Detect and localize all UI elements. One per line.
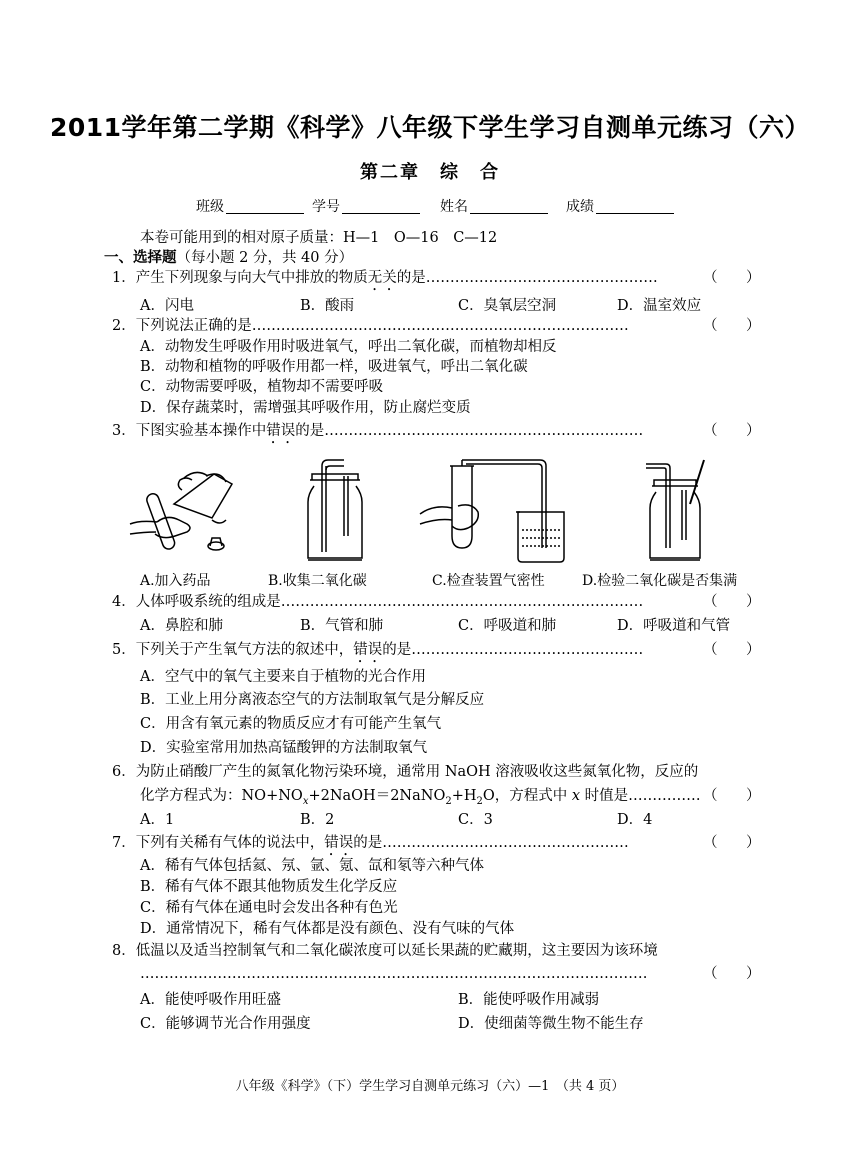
figure-c-airtightness [418,456,568,566]
q2-option-a[interactable]: A．动物发生呼吸作用时吸进氧气，呼出二氧化碳，而植物却相反 [140,339,557,355]
question-2-stem: 2．下列说法正确的是…………………………………………………………………… [112,318,629,334]
q8-option-b[interactable]: B．能使呼吸作用减弱 [458,992,600,1008]
question-4-stem: 4．人体呼吸系统的组成是………………………………………………………………… [112,594,644,610]
q6-eq-e: 时值是…………… [584,788,701,804]
figure-d-caption: D.检验二氧化碳是否集满 [582,573,738,589]
q8-answer-close: ） [746,966,761,982]
q7-answer-close: ） [746,835,761,851]
q5-emphasis: 错误 [353,642,383,658]
section-heading [104,248,353,268]
q3-answer-open[interactable]: （ [703,423,718,439]
q3-answer-close: ） [746,423,761,439]
q6-option-b[interactable]: B．2 [300,812,335,828]
page-footer: 八年级《科学》（下）学生学习自测单元练习（六）—1 （共 4 页） [235,1079,625,1094]
q5-option-b[interactable]: B．工业上用分离液态空气的方法制取氧气是分解反应 [140,692,485,708]
q6-eq-a: 化学方程式为：NO+NO [140,788,303,804]
question-3-stem [112,421,643,447]
figure-c-caption: C.检查装置气密性 [432,573,545,589]
q7-option-c[interactable]: C．稀有气体在通电时会发出各种有色光 [140,900,398,916]
score-field [566,196,674,216]
q1-answer-close: ） [746,270,761,286]
q5-answer-open[interactable]: （ [703,642,718,658]
name-blank[interactable] [470,199,548,214]
question-1-stem [112,268,658,294]
q6-answer-close: ） [746,788,761,804]
q2-answer-close: ） [746,318,761,334]
section-desc: （每小题 2 分，共 40 分） [176,250,354,266]
q6-eq-b: +2NaOH＝2NaNO [308,788,446,804]
figure-b-collect-co2 [300,456,370,566]
q2-option-b[interactable]: B．动物和植物的呼吸作用都一样，吸进氧气，呼出二氧化碳 [140,359,528,375]
q4-option-b[interactable]: B．气管和肺 [300,618,384,634]
q6-eq-sub-2b: 2 [476,795,483,807]
q1-emphasis: 无关 [367,270,397,286]
section-title: 一、选择题 [104,249,177,266]
q6-option-c[interactable]: C．3 [458,812,493,828]
q5-option-d[interactable]: D．实验室常用加热高锰酸钾的方法制取氧气 [140,740,428,756]
q6-eq-d: O，方程式中 [482,788,568,804]
name-field [440,196,548,216]
q6-eq-sub-x: x [302,795,309,807]
q7-stem-b: 的是…………………………………………… [353,835,629,851]
number-blank[interactable] [342,199,420,214]
figure-a-caption: A.加入药品 [140,573,211,589]
q6-eq-var: x [571,788,581,804]
q6-eq-c: +H [451,788,477,804]
question-8-line-1: 8．低温以及适当控制氧气和二氧化碳浓度可以延长果蔬的贮藏期，这主要因为该环境 [112,943,658,959]
figure-a-adding-reagent [122,462,252,562]
q2-option-d[interactable]: D．保存蔬菜时，需增强其呼吸作用，防止腐烂变质 [140,400,471,416]
figure-d-check-co2 [640,456,720,566]
number-label: 学号 [312,199,340,215]
class-label: 班级 [196,199,224,215]
figure-b-caption: B.收集二氧化碳 [268,573,367,589]
q6-answer-open[interactable]: （ [703,788,718,804]
q8-option-a[interactable]: A．能使呼吸作用旺盛 [140,992,281,1008]
q6-option-d[interactable]: D．4 [617,812,653,828]
q8-option-d[interactable]: D．使细菌等微生物不能生存 [458,1016,644,1032]
q5-stem-a: 5．下列关于产生氧气方法的叙述中， [112,642,354,658]
q5-stem-b: 的是………………………………………… [382,642,644,658]
question-6-line-2 [140,786,701,812]
class-field [196,196,304,216]
q8-answer-open[interactable]: （ [703,966,718,982]
number-field [312,196,420,216]
q7-answer-open[interactable]: （ [703,835,718,851]
q2-answer-open[interactable]: （ [703,318,718,334]
q5-option-a[interactable]: A．空气中的氧气主要来自于植物的光合作用 [140,669,426,685]
q3-stem-a: 3．下图实验基本操作中 [112,423,267,439]
q4-option-d[interactable]: D．呼吸道和气管 [617,618,731,634]
q2-option-c[interactable]: C．动物需要呼吸，植物却不需要呼吸 [140,379,384,395]
q7-option-a[interactable]: A．稀有气体包括氦、氖、氩、氪、氙和氡等六种气体 [140,858,484,874]
score-blank[interactable] [596,199,674,214]
q8-option-c[interactable]: C．能够调节光合作用强度 [140,1016,311,1032]
question-5-stem [112,640,643,666]
q3-emphasis: 错误 [266,423,296,439]
question-8-line-2: …………………………………………………………………………………………… [140,966,648,982]
score-label: 成绩 [566,199,594,215]
q7-emphasis: 错误 [324,835,354,851]
page-title: 2011学年第二学期《科学》八年级下学生学习自测单元练习（六） [49,113,811,142]
q5-option-c[interactable]: C．用含有氧元素的物质反应才有可能产生氧气 [140,716,442,732]
q1-stem-b: 的是………………………………………… [396,270,658,286]
q7-option-d[interactable]: D．通常情况下，稀有气体都是没有颜色、没有气味的气体 [140,921,515,937]
q3-stem-b: 的是………………………………………………………… [295,423,644,439]
question-6-line-1: 6．为防止硝酸厂产生的氮氧化物污染环境，通常用 NaOH 溶液吸收这些氮氧化物，反应的 [112,764,699,780]
q7-stem-a: 7．下列有关稀有气体的说法中， [112,835,325,851]
q4-answer-open[interactable]: （ [703,594,718,610]
q4-option-a[interactable]: A．鼻腔和肺 [140,618,223,634]
q6-eq-sub-2a: 2 [445,795,452,807]
q1-answer-open[interactable]: （ [703,270,718,286]
name-label: 姓名 [440,199,468,215]
q6-option-a[interactable]: A．1 [140,812,175,828]
q1-option-d[interactable]: D．温室效应 [617,298,702,314]
q1-option-a[interactable]: A．闪电 [140,298,194,314]
chapter-subtitle: 第二章 综 合 [360,162,500,183]
class-blank[interactable] [226,199,304,214]
q5-answer-close: ） [746,642,761,658]
q1-option-b[interactable]: B．酸雨 [300,298,355,314]
q7-option-b[interactable]: B．稀有气体不跟其他物质发生化学反应 [140,879,398,895]
q4-answer-close: ） [746,594,761,610]
q1-stem-a: 1．产生下列现象与向大气中排放的物质 [112,270,368,286]
atomic-mass-note: 本卷可能用到的相对原子质量：H—1 O—16 C—12 [140,230,498,246]
q4-option-c[interactable]: C．呼吸道和肺 [458,618,557,634]
q1-option-c[interactable]: C．臭氧层空洞 [458,298,557,314]
